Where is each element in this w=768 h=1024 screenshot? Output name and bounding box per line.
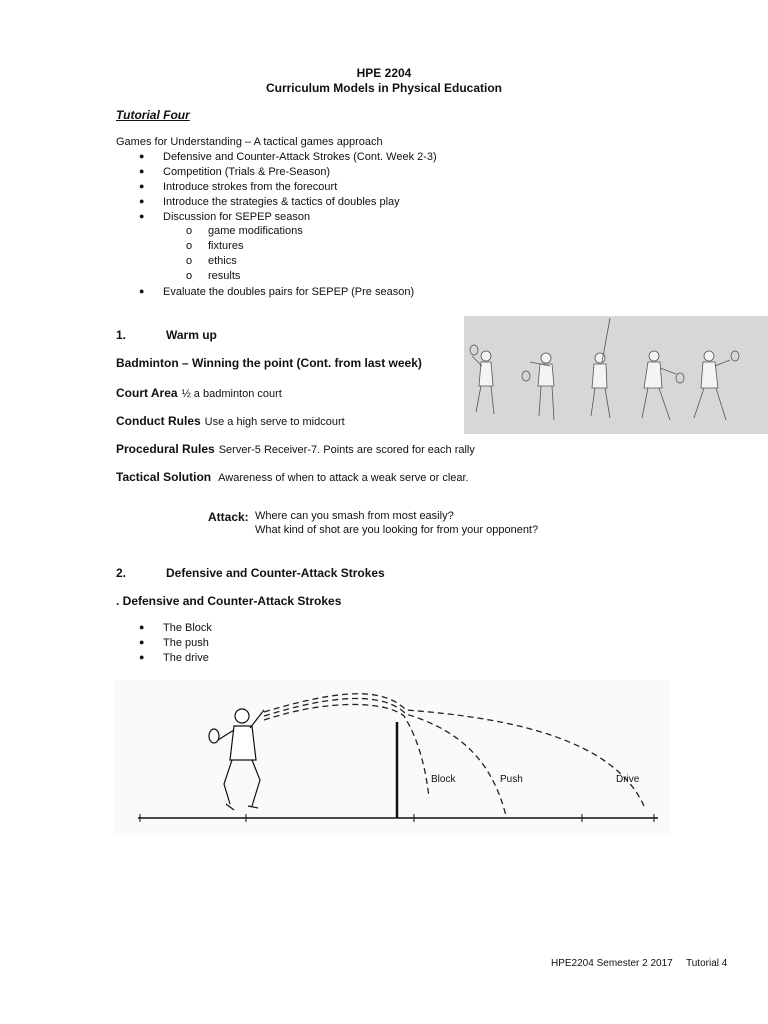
course-code: HPE 2204	[356, 66, 412, 80]
list-item: ● Discussion for SEPEP season	[139, 211, 311, 223]
footer-left: HPE2204 Semester 2 2017	[551, 958, 673, 969]
attack-question-1: Where can you smash from most easily?	[255, 510, 454, 522]
intro-text: Games for Understanding – A tactical games approach	[116, 136, 383, 148]
conduct-rules-label: Conduct Rules	[116, 414, 201, 428]
course-title: Curriculum Models in Physical Education	[265, 81, 503, 95]
conduct-rules-row	[116, 412, 345, 430]
section2-number: 2.	[116, 566, 127, 580]
court-area-value: ½ a badminton court	[181, 388, 282, 400]
tactical-solution-value: Awareness of when to attack a weak serve or clear.	[218, 472, 469, 484]
list-item: ● Defensive and Counter-Attack Strokes (Cont. Week 2-3)	[139, 151, 437, 163]
tactical-solution-row	[116, 468, 469, 486]
procedural-rules-label: Procedural Rules	[116, 442, 215, 456]
attack-question-2: What kind of shot are you looking for from your opponent?	[255, 524, 539, 536]
list-item: ● Introduce the strategies & tactics of doubles play	[139, 196, 400, 208]
drive-trajectory	[264, 694, 644, 806]
drive-label: Drive	[616, 774, 640, 785]
smash-sequence-image	[464, 316, 768, 434]
sub-list-item: o results	[186, 270, 241, 282]
sub-list-item: o fixtures	[186, 240, 244, 252]
list-item: ● The Block	[139, 622, 212, 634]
tutorial-title: Tutorial Four	[116, 108, 190, 122]
trajectory-svg	[114, 680, 670, 836]
sub-list-item: o game modifications	[186, 225, 303, 237]
block-label: Block	[431, 774, 456, 785]
player-figure	[209, 709, 264, 810]
section1-subtitle: Badminton – Winning the point (Cont. from last week)	[116, 356, 422, 370]
list-item: ● Competition (Trials & Pre-Season)	[139, 166, 331, 178]
section2-title: Defensive and Counter-Attack Strokes	[166, 566, 385, 580]
attack-label: Attack:	[208, 510, 249, 524]
court-area-row	[116, 384, 282, 402]
footer-right: Tutorial 4	[686, 958, 728, 969]
list-item: ● Introduce strokes from the forecourt	[139, 181, 338, 193]
court-area-label: Court Area	[116, 386, 178, 400]
list-item: ● Evaluate the doubles pairs for SEPEP (Pre season)	[139, 286, 415, 298]
push-label: Push	[500, 774, 523, 785]
section1-title: Warm up	[166, 328, 217, 342]
list-item: ● The push	[139, 637, 209, 649]
list-item: ● The drive	[139, 652, 209, 664]
conduct-rules-value: Use a high serve to midcourt	[204, 416, 345, 428]
procedural-rules-row	[116, 440, 475, 458]
tactical-solution-label: Tactical Solution	[116, 470, 212, 484]
block-trajectory	[264, 704, 429, 798]
procedural-rules-value: Server-5 Receiver-7. Points are scored for each rally	[218, 444, 475, 456]
section1-number: 1.	[116, 328, 127, 342]
push-trajectory	[264, 698, 506, 816]
section2-subtitle: . Defensive and Counter-Attack Strokes	[116, 594, 342, 608]
stroke-trajectory-diagram	[114, 680, 670, 836]
sub-list-item: o ethics	[186, 255, 237, 267]
player-figures-illustration	[464, 316, 768, 434]
